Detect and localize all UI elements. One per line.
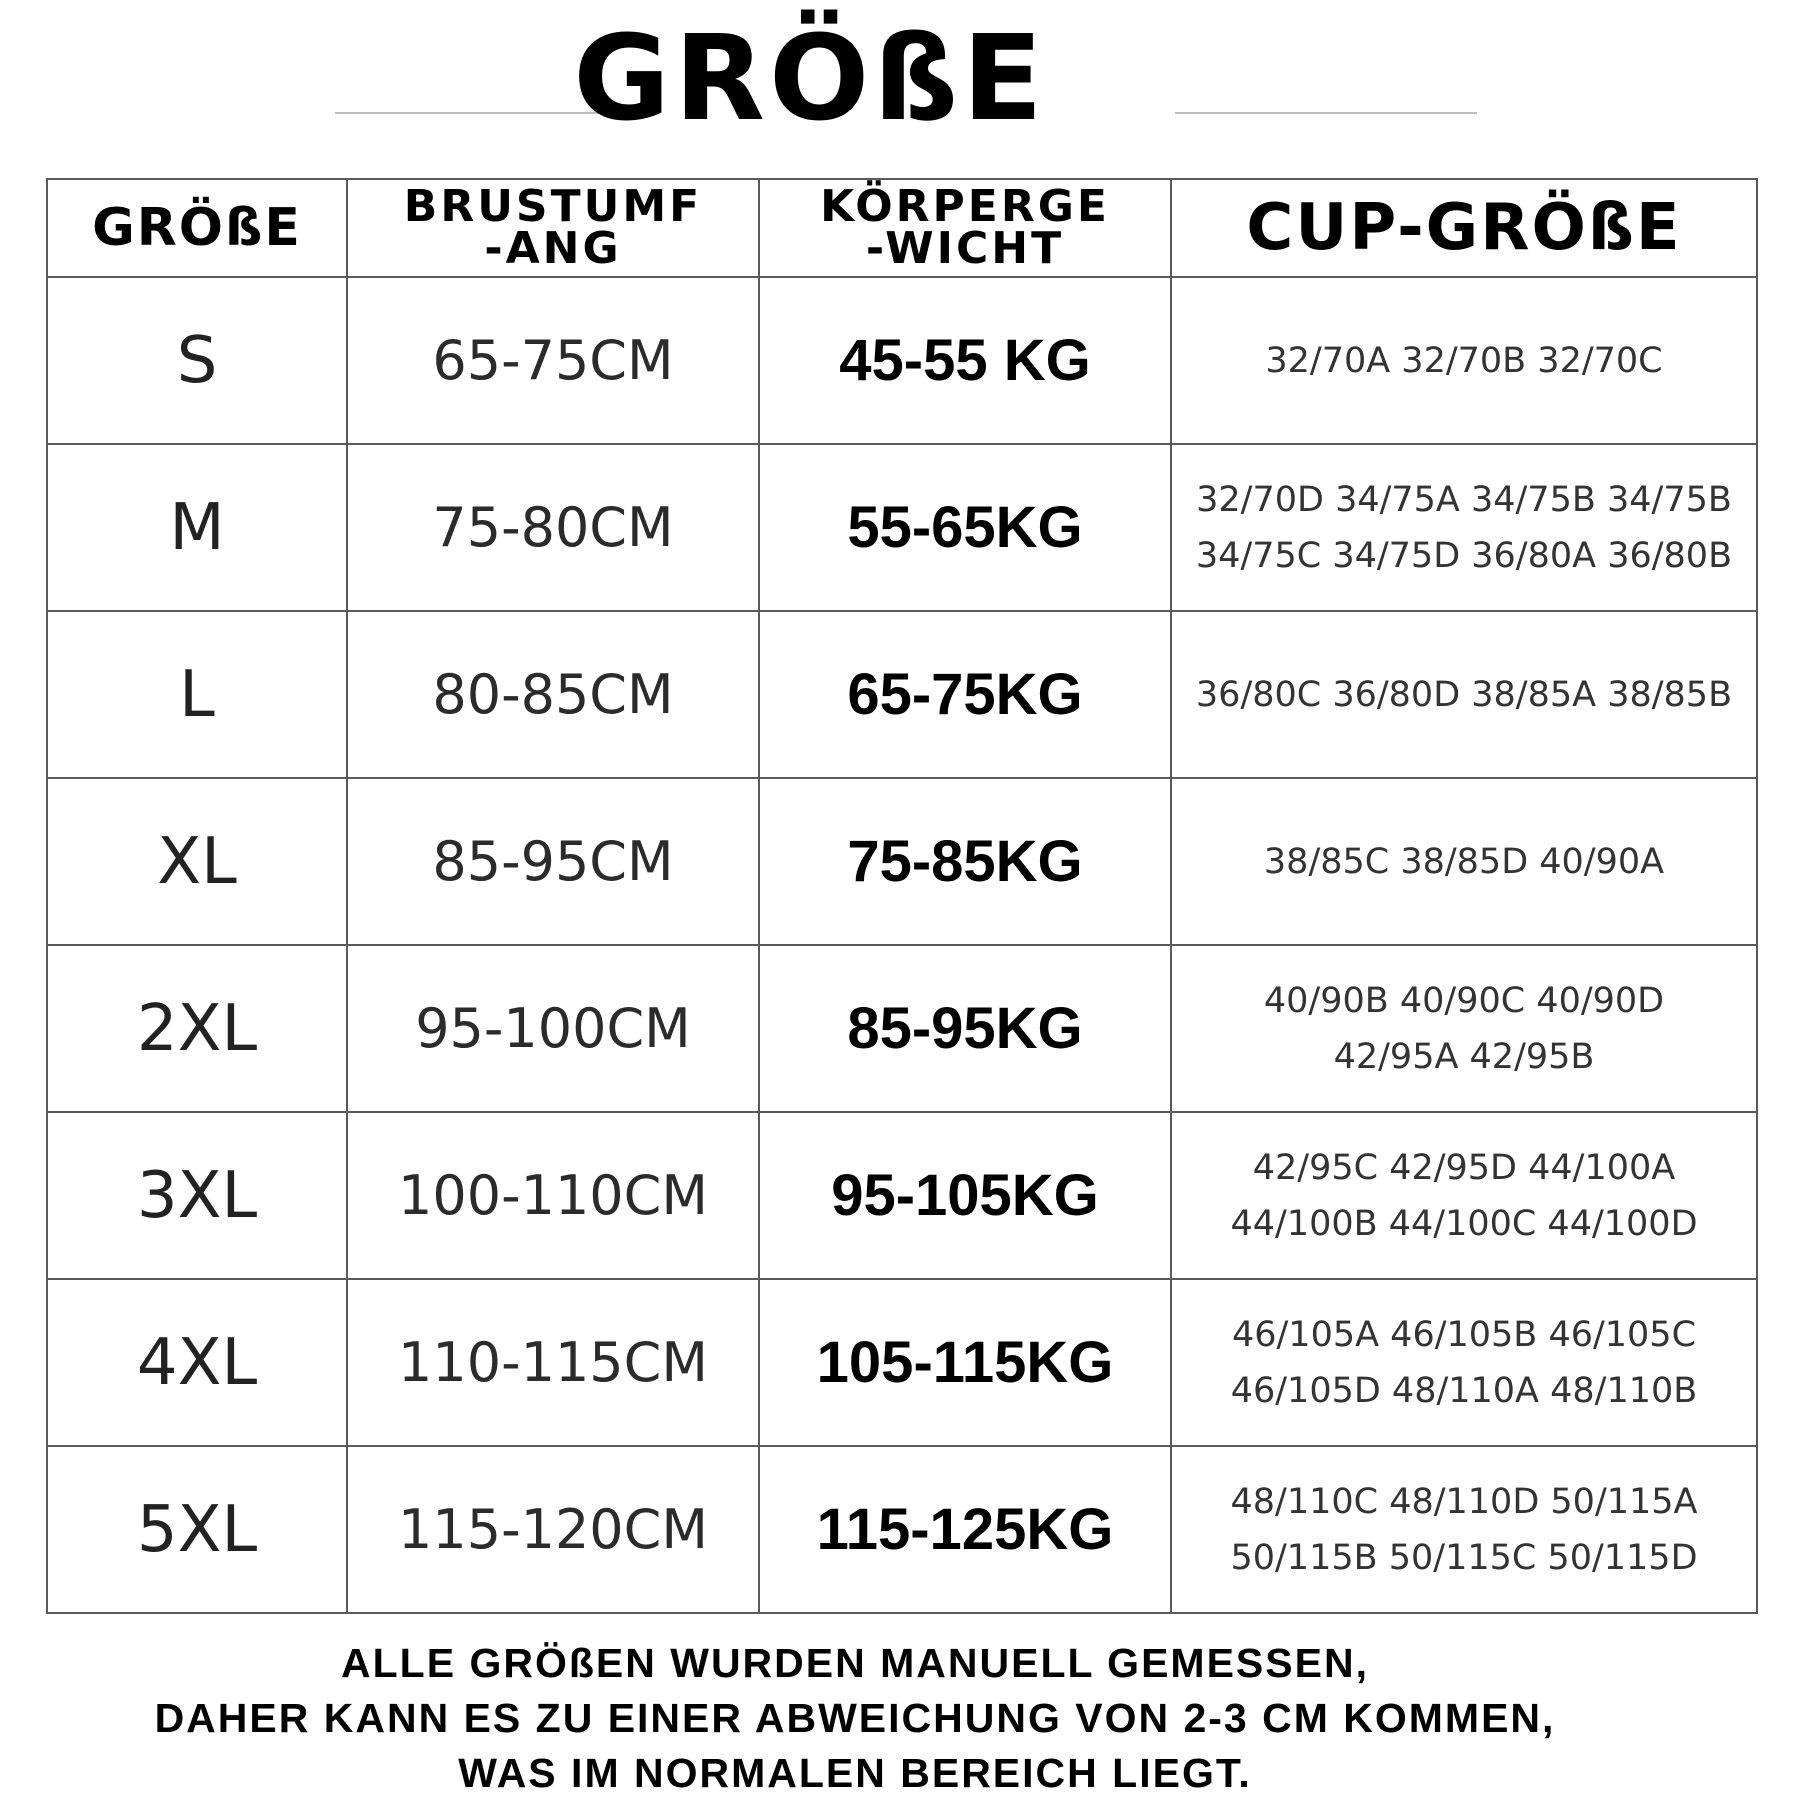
cup-line: 46/105A 46/105B 46/105C — [1231, 1314, 1697, 1355]
weight-cell: 115-125KG — [759, 1446, 1171, 1613]
cup-cell — [1171, 945, 1757, 1112]
cup-line: 34/75C 34/75D 36/80A 36/80B — [1195, 535, 1733, 576]
cup-cell — [1171, 277, 1757, 444]
weight-cell: 105-115KG — [759, 1279, 1171, 1446]
table-row — [47, 945, 1757, 1112]
size-cell: 4XL — [47, 1279, 347, 1446]
page-title: GRÖßE — [573, 9, 1047, 147]
cup-line: 46/105D 48/110A 48/110B — [1230, 1370, 1698, 1411]
cup-line: 50/115B 50/115C 50/115D — [1230, 1537, 1698, 1578]
table-header-row — [47, 179, 1757, 277]
cup-line: 40/90B 40/90C 40/90D — [1263, 980, 1665, 1021]
cup-cell — [1171, 1112, 1757, 1279]
chest-cell: 115-120CM — [347, 1446, 759, 1613]
weight-cell: 95-105KG — [759, 1112, 1171, 1279]
measurement-note — [0, 1636, 1755, 1801]
table-row — [47, 277, 1757, 444]
header-chest-line2: -ANG — [484, 223, 622, 274]
size-cell: 3XL — [47, 1112, 347, 1279]
header-weight — [759, 179, 1171, 277]
table-row — [47, 1446, 1757, 1613]
title-area — [0, 9, 1800, 147]
chest-cell: 110-115CM — [347, 1279, 759, 1446]
weight-cell: 65-75KG — [759, 611, 1171, 778]
note-line-1: ALLE GRÖßEN WURDEN MANUELL GEMESSEN, — [341, 1640, 1369, 1686]
cup-line: 38/85C 38/85D 40/90A — [1263, 841, 1665, 882]
chest-cell: 65-75CM — [347, 277, 759, 444]
cup-line: 42/95A 42/95B — [1333, 1036, 1595, 1077]
header-size: GRÖßE — [47, 179, 347, 277]
chest-cell: 95-100CM — [347, 945, 759, 1112]
header-chest-line1: BRUSTUMF — [403, 181, 703, 232]
cup-line: 32/70D 34/75A 34/75B 34/75B — [1196, 479, 1732, 520]
size-cell: 2XL — [47, 945, 347, 1112]
cup-line: 32/70A 32/70B 32/70C — [1265, 340, 1663, 381]
cup-cell — [1171, 1279, 1757, 1446]
cup-line: 44/100B 44/100C 44/100D — [1230, 1203, 1698, 1244]
weight-cell: 85-95KG — [759, 945, 1171, 1112]
header-chest — [347, 179, 759, 277]
cup-cell — [1171, 778, 1757, 945]
note-line-2: DAHER KANN ES ZU EINER ABWEICHUNG VON 2-3 CM KOMMEN, — [154, 1695, 1556, 1741]
size-cell: L — [47, 611, 347, 778]
size-cell: S — [47, 277, 347, 444]
cup-line: 48/110C 48/110D 50/115A — [1230, 1481, 1698, 1522]
cup-cell — [1171, 611, 1757, 778]
weight-cell: 75-85KG — [759, 778, 1171, 945]
weight-cell: 45-55 KG — [759, 277, 1171, 444]
cup-cell — [1171, 444, 1757, 611]
cup-cell — [1171, 1446, 1757, 1613]
table-row — [47, 1279, 1757, 1446]
weight-cell: 55-65KG — [759, 444, 1171, 611]
size-cell: M — [47, 444, 347, 611]
header-weight-line1: KÖRPERGE — [820, 181, 1110, 232]
table-row — [47, 444, 1757, 611]
chest-cell: 100-110CM — [347, 1112, 759, 1279]
cup-line: 36/80C 36/80D 38/85A 38/85B — [1195, 674, 1733, 715]
size-table — [46, 178, 1758, 1614]
note-line-3: WAS IM NORMALEN BEREICH LIEGT. — [458, 1750, 1252, 1796]
table-row — [47, 1112, 1757, 1279]
table-row — [47, 611, 1757, 778]
size-cell: XL — [47, 778, 347, 945]
header-cup: CUP-GRÖßE — [1171, 179, 1757, 277]
chest-cell: 85-95CM — [347, 778, 759, 945]
table-row — [47, 778, 1757, 945]
size-cell: 5XL — [47, 1446, 347, 1613]
cup-line: 42/95C 42/95D 44/100A — [1252, 1147, 1676, 1188]
title-rule-right — [1175, 112, 1477, 114]
header-weight-line2: -WICHT — [865, 223, 1065, 274]
chest-cell: 75-80CM — [347, 444, 759, 611]
chest-cell: 80-85CM — [347, 611, 759, 778]
